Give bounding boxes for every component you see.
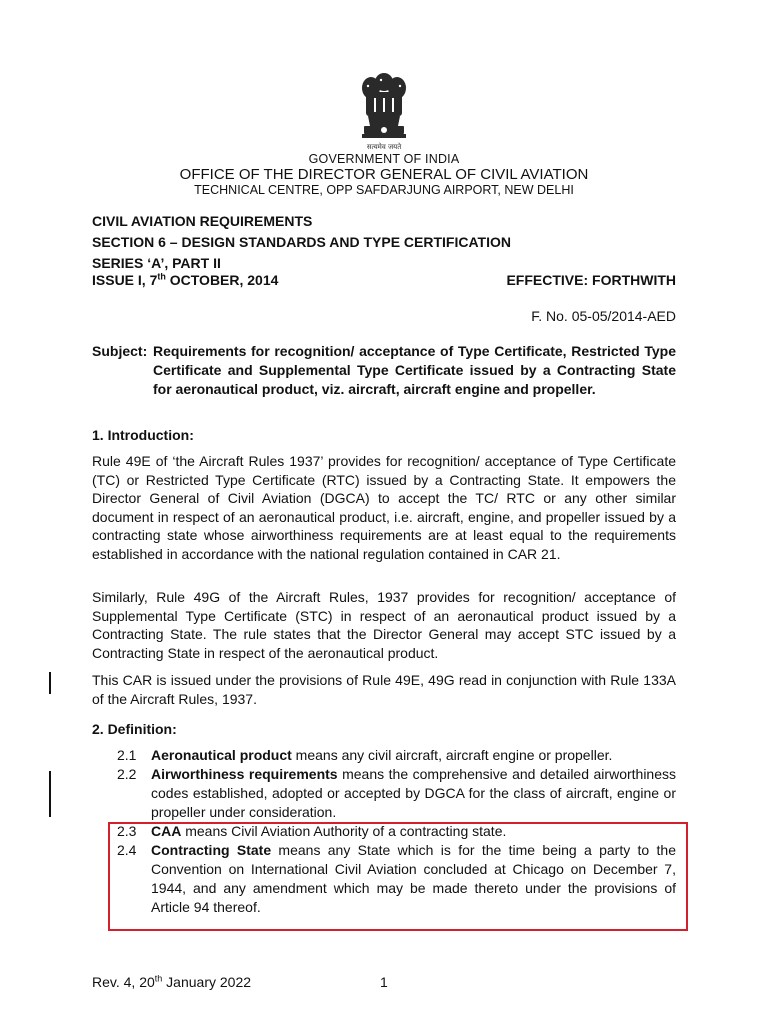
- definition-text: means any State which is for the time being a party to the Convention on International Civil Aviation concluded at Chicago on December 7, 1944, and any amendment which may be made thereto under the provisions of Article 94 thereof.: [151, 842, 676, 915]
- definition-number: 2.2: [117, 766, 137, 782]
- effective-date: EFFECTIVE: FORTHWITH: [506, 272, 676, 288]
- definition-text: means any civil aircraft, aircraft engine or propeller.: [291, 747, 613, 763]
- state-emblem-logo: [354, 70, 414, 152]
- subject-text: Requirements for recognition/ acceptance of Type Certificate, Restricted Type Certificate and Supplemental Type Certificate issued by a Contracting State for aeronautical product, viz. aircraft, aircraft engine and propeller.: [153, 343, 676, 397]
- page-footer: [92, 974, 392, 990]
- definition-text: means Civil Aviation Authority of a contracting state.: [181, 823, 507, 839]
- definition-number: 2.4: [117, 842, 137, 858]
- emblem-motto: सत्यमेव जयते: [366, 143, 402, 151]
- definition-text: means the comprehensive and detailed airworthiness codes established, adopted or accepted by DGCA for the class of aircraft, engine or propeller under consideration.: [151, 766, 677, 820]
- series-title: SERIES ‘A’, PART II: [92, 255, 221, 271]
- highlight-box: [108, 822, 688, 931]
- car-title: CIVIL AVIATION REQUIREMENTS: [92, 213, 313, 229]
- introduction-paragraph-1: Rule 49E of ‘the Aircraft Rules 1937’ provides for recognition/ acceptance of Type Certificate (TC) or Restricted Type Certificate (RTC) issued by a Contracting State. It empowers the Director General of Civil Aviation (DGCA) to accept the TC/ RTC or any other similar document in respect of an aeronautical product, i.e. aircraft, engine, and propeller issued by a contracting state whose airworthiness requirements are at least equal to the requirements established in accordance with the national regulation contained in CAR 21.: [92, 453, 676, 562]
- section-title: SECTION 6 – DESIGN STANDARDS AND TYPE CERTIFICATION: [92, 234, 511, 250]
- issue-date: ISSUE I, 7th OCTOBER, 2014: [92, 271, 279, 288]
- introduction-paragraph-3: This CAR is issued under the provisions of Rule 49E, 49G read in conjunction with Rule 133A of the Aircraft Rules, 1937.: [92, 672, 676, 707]
- definition-term: Aeronautical product: [151, 747, 292, 763]
- revision-bar: [49, 771, 51, 817]
- definition-body: [151, 765, 676, 822]
- technical-centre-address: TECHNICAL CENTRE, OPP SAFDARJUNG AIRPORT, NEW DELHI: [194, 183, 574, 197]
- definition-term: Airworthiness requirements: [151, 766, 338, 782]
- definition-body: [151, 746, 676, 765]
- definition-item: [117, 765, 676, 822]
- government-title: GOVERNMENT OF INDIA: [308, 152, 460, 166]
- definition-number: 2.1: [117, 747, 137, 763]
- definition-term: Contracting State: [151, 842, 272, 858]
- introduction-paragraph-2: Similarly, Rule 49G of the Aircraft Rules, 1937 provides for recognition/ acceptance of Supplemental Type Certificate (STC) in respect of an aeronautical product issued by a Contracting State. The rule states that the Director General may accept STC issued by a Contracting State in respect of the aeronautical product.: [92, 589, 676, 661]
- page-number: 1: [380, 974, 388, 990]
- file-number: F. No. 05-05/2014-AED: [531, 308, 676, 324]
- office-title: OFFICE OF THE DIRECTOR GENERAL OF CIVIL AVIATION: [179, 166, 589, 183]
- definition-item: [117, 746, 676, 765]
- issue-line: [92, 272, 676, 288]
- revision-date: Rev. 4, 20th January 2022: [92, 973, 252, 990]
- definition-heading: 2. Definition:: [92, 721, 177, 737]
- introduction-heading: 1. Introduction:: [92, 427, 194, 443]
- definition-term: CAA: [151, 823, 182, 839]
- definition-number: 2.3: [117, 823, 137, 839]
- subject-block: [92, 342, 676, 399]
- subject-label: Subject:: [92, 343, 148, 359]
- revision-bar: [49, 672, 51, 694]
